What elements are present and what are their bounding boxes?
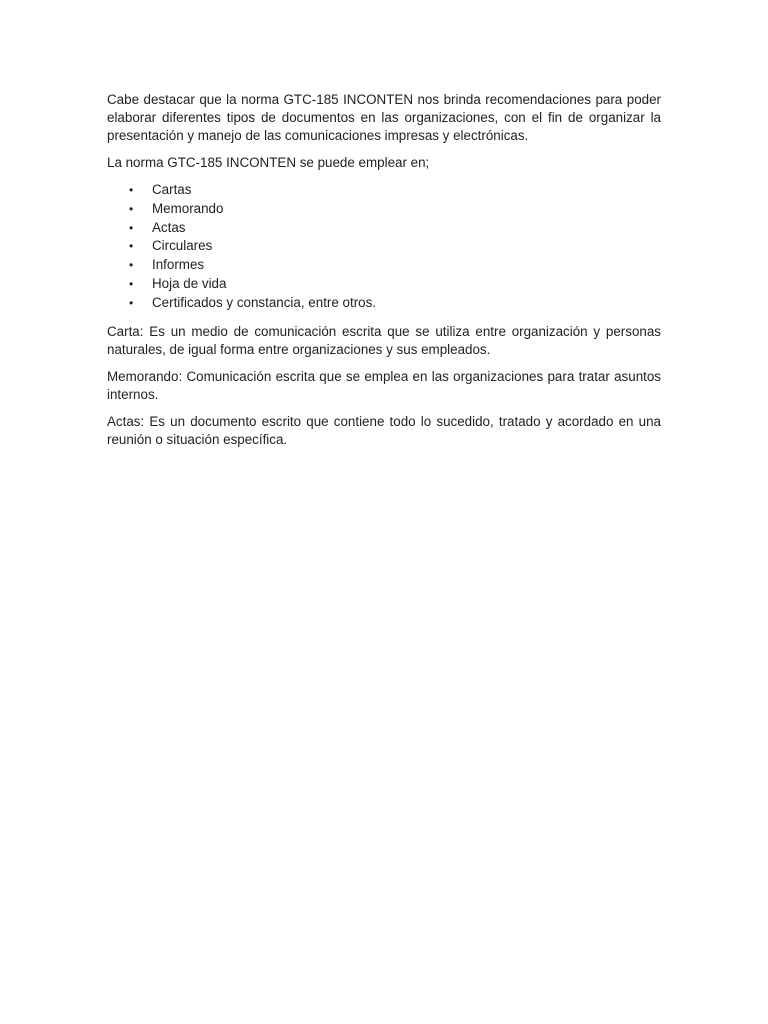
document-body (107, 91, 661, 458)
carta-definition: Carta: Es un medio de comunicación escrita que se utiliza entre organización y personas naturales, de igual forma entre organizaciones y sus empleados. (107, 323, 661, 357)
list-item (107, 219, 661, 238)
list-item (107, 294, 661, 313)
list-item-label: Hoja de vida (152, 275, 227, 291)
list-item-label: Informes (152, 257, 205, 273)
list-item (107, 256, 661, 275)
bullet-icon: • (129, 258, 134, 273)
bullet-icon: • (129, 201, 134, 216)
list-item-label: Circulares (152, 238, 213, 254)
bullet-icon: • (129, 220, 134, 235)
list-item (107, 237, 661, 256)
memorando-definition: Memorando: Comunicación escrita que se emplea en las organizaciones para tratar asuntos internos. (107, 368, 661, 402)
intro-paragraph: Cabe destacar que la norma GTC-185 INCONTEN nos brinda recomendaciones para poder elaborar diferentes tipos de documentos en las organizaciones, con el fin de organizar la presentación y manejo de las comunicaciones impresas y electrónicas. (107, 92, 661, 143)
actas-definition: Actas: Es un documento escrito que contiene todo lo sucedido, tratado y acordado en una reunión o situación específica. (107, 413, 661, 447)
list-item (107, 200, 661, 219)
list-item-label: Actas (152, 219, 186, 235)
bullet-icon: • (129, 183, 134, 197)
list-item-label: Memorando (152, 200, 224, 216)
usage-heading: La norma GTC-185 INCONTEN se puede emplear en; (107, 155, 430, 170)
bullet-icon: • (129, 239, 134, 254)
list-item-label: Cartas (152, 182, 192, 197)
list-item (107, 275, 661, 294)
bullet-icon: • (129, 295, 134, 310)
list-item (107, 181, 661, 200)
list-item-label: Certificados y constancia, entre otros. (152, 294, 377, 310)
document-types-list (107, 181, 661, 313)
bullet-icon: • (129, 276, 134, 291)
